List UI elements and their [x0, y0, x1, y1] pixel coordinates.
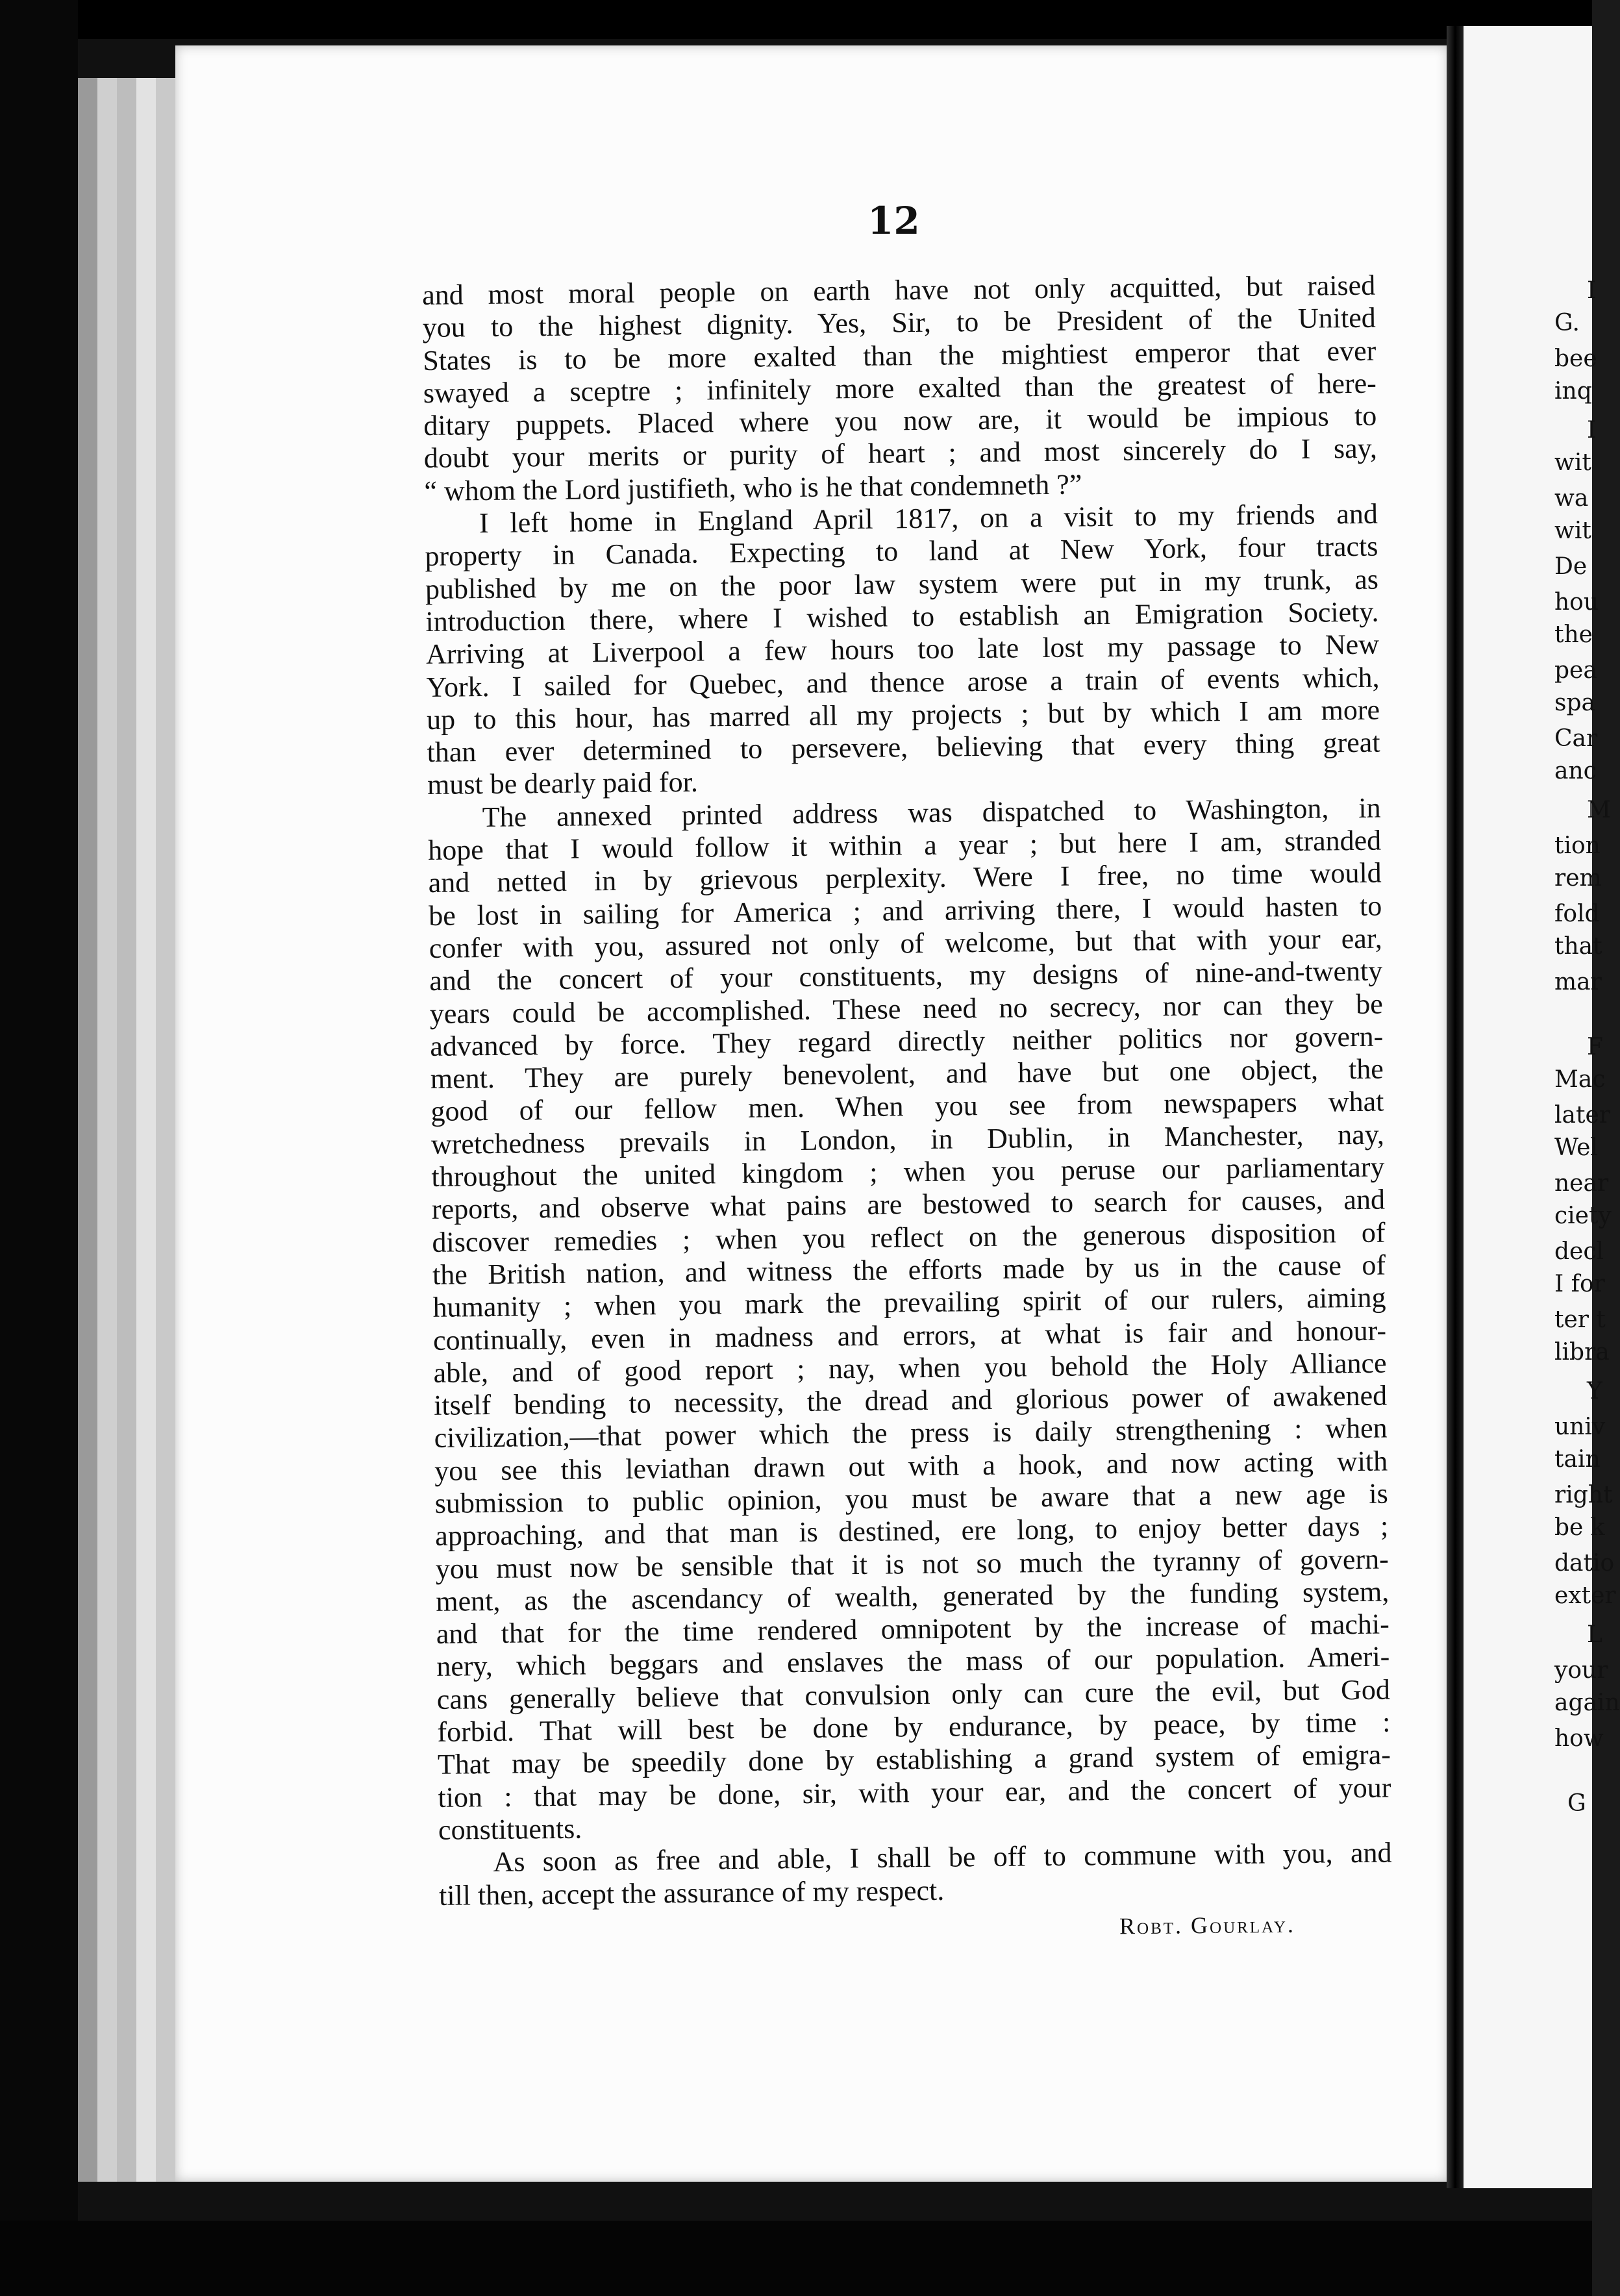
text-line: States is to be more exalted than the mightiest emperor that ever: [423, 334, 1377, 377]
scan-border-top: [0, 0, 1592, 39]
facing-page-fragment: wit: [1554, 518, 1591, 544]
facing-page-fragment: tion: [1554, 832, 1601, 859]
text-line: throughout the united kingdom ; when you peruse our parliamentary: [431, 1151, 1385, 1193]
facing-page-fragment: Wel: [1554, 1134, 1598, 1161]
facing-page-fragment: univ: [1554, 1414, 1606, 1440]
facing-page-fragment: ciety: [1554, 1203, 1612, 1229]
facing-page-fragment: mar: [1554, 969, 1602, 995]
facing-page-fragment: L: [1587, 1621, 1602, 1648]
scan-border-bottom: [0, 2221, 1592, 2296]
text-line: you see this leviathan drawn out with a hook, and now acting with: [434, 1445, 1388, 1487]
signature: Robt. Gourlay.: [1119, 1911, 1296, 1940]
text-line: itself bending to necessity, the dread and glorious power of awakened: [433, 1379, 1388, 1421]
text-line: cans generally believe that convulsion only can cure the evil, but God: [436, 1673, 1391, 1716]
scan-border-left: [0, 0, 78, 2296]
text-line: ditary puppets. Placed where you now are, it would be impious to: [423, 399, 1377, 442]
text-line: and most moral people on earth have not only acquitted, but raised: [422, 269, 1376, 311]
text-line: years could be accomplished. These need no secrecy, nor can they be: [429, 988, 1384, 1030]
facing-page-fragment: inq: [1554, 378, 1592, 405]
text-line: confer with you, assured not only of welcome, but that with your ear,: [429, 922, 1382, 964]
text-line: humanity ; when you mark the prevailing spirit of our rulers, aiming: [432, 1281, 1386, 1324]
facing-page-fragment: wit: [1554, 449, 1591, 476]
facing-page-fragment: that: [1554, 933, 1602, 960]
text-line: tion : that may be done, sir, with your ear, and the concert of your: [438, 1771, 1391, 1814]
text-line: hope that I would follow it within a year ; but here I am, stranded: [427, 824, 1382, 866]
text-line: advanced by force. They regard directly neither politics nor govern-: [430, 1020, 1384, 1062]
facing-page-fragment: the: [1554, 621, 1593, 648]
text-line: The annexed printed address was dispatched to Washington, in: [482, 792, 1381, 833]
facing-page-fragment: be k: [1554, 1514, 1605, 1541]
facing-page: [1464, 26, 1620, 2188]
text-line: ment. They are purely benevolent, and have but one object, the: [430, 1053, 1384, 1095]
text-line: wretchedness prevails in London, in Dublin, in Manchester, nay,: [430, 1118, 1385, 1160]
text-line: York. I sailed for Quebec, and thence arose a train of events which,: [426, 661, 1380, 703]
text-line: than ever determined to persevere, believing that every thing great: [427, 726, 1380, 769]
text-line: able, and of good report ; nay, when you behold the Holy Alliance: [433, 1347, 1387, 1389]
facing-page-fragment: ter t: [1554, 1306, 1606, 1333]
facing-page-fragment: right: [1554, 1482, 1613, 1508]
facing-page-fragment: wa: [1554, 485, 1589, 512]
facing-page-fragment: rem: [1554, 865, 1602, 892]
facing-page-fragment: De: [1554, 553, 1588, 580]
book-gutter: [1447, 26, 1464, 2188]
text-line: be lost in sailing for America ; and arriving there, I would hasten to: [429, 890, 1382, 932]
facing-page-fragment: F: [1587, 1034, 1603, 1060]
facing-page-fragment: your: [1554, 1657, 1608, 1684]
text-line: the British nation, and witness the efforts made by us in the cause of: [432, 1249, 1386, 1291]
text-line: submission to public opinion, you must be aware that a new age is: [434, 1477, 1388, 1519]
text-line: good of our fellow men. When you see from newspapers what: [430, 1085, 1384, 1128]
text-line: discover remedies ; when you reflect on the generous disposition of: [432, 1216, 1386, 1258]
facing-page-fragment: M: [1587, 797, 1611, 823]
text-line: you to the highest dignity. Yes, Sir, to be President of the United: [422, 301, 1376, 344]
text-line: swayed a sceptre ; infinitely more exalted than the greatest of here-: [423, 367, 1377, 409]
facing-page-fragment: tain: [1554, 1446, 1601, 1473]
facing-page-fragment: near: [1554, 1170, 1609, 1197]
text-line: civilization,—that power which the press is daily strengthening : when: [434, 1412, 1388, 1454]
facing-page-fragment: bee: [1554, 345, 1597, 372]
facing-page-fragment: Car: [1554, 725, 1598, 752]
text-line: property in Canada. Expecting to land at New York, four tracts: [425, 530, 1378, 573]
facing-page-fragment: hou: [1554, 589, 1599, 616]
facing-page-fragment: G: [1567, 1790, 1586, 1817]
facing-page-fragment: datio: [1554, 1550, 1615, 1577]
text-line: constituents.: [438, 1812, 582, 1846]
text-line: introduction there, where I wished to establish an Emigration Society.: [425, 595, 1379, 638]
text-line: doubt your merits or purity of heart ; and most sincerely do I say,: [423, 432, 1378, 475]
text-line: and netted in by grievous perplexity. Were I free, no time would: [428, 856, 1382, 899]
text-line: Arriving at Liverpool a few hours too late lost my passage to New: [425, 628, 1380, 671]
text-line: That may be speedily done by establishing a grand system of emigra-: [437, 1738, 1391, 1781]
facing-page-fragment: pea: [1554, 657, 1597, 684]
text-line: and that for the time rendered omnipotent by the increase of machi-: [436, 1608, 1390, 1651]
facing-page-fragment: I: [1587, 417, 1597, 443]
facing-page-fragment: later: [1554, 1102, 1610, 1129]
text-line: “ whom the Lord justifieth, who is he that condemneth ?”: [424, 468, 1082, 507]
facing-page-fragment: how: [1554, 1725, 1604, 1752]
text-line: reports, and observe what pains are bestowed to search for causes, and: [431, 1183, 1386, 1226]
facing-page-fragment: fold: [1554, 901, 1600, 927]
facing-page-fragment: G.: [1554, 310, 1580, 336]
facing-page-fragment: anc: [1554, 758, 1597, 784]
text-line: As soon as free and able, I shall be off to commune with you, and: [493, 1836, 1392, 1878]
text-line: forbid. That will best be done by endurance, by peace, by time :: [437, 1706, 1391, 1748]
facing-page-fragment: I for: [1554, 1271, 1605, 1297]
text-line: I left home in England April 1817, on a visit to my friends and: [479, 497, 1378, 540]
facing-page-fragment: I: [1587, 277, 1597, 304]
facing-page-fragment: spa: [1554, 690, 1595, 716]
facing-page-fragment: decl: [1554, 1238, 1604, 1265]
text-line: till then, accept the assurance of my respect.: [438, 1874, 945, 1912]
facing-page-fragment: again: [1554, 1690, 1620, 1716]
text-line: up to this hour, has marred all my projects ; but by which I am more: [426, 693, 1380, 736]
text-line: must be dearly paid for.: [427, 766, 699, 801]
text-line: published by me on the poor law system were put in my trunk, as: [425, 563, 1379, 605]
facing-page-fragment: exter: [1554, 1582, 1616, 1609]
text-line: nery, which beggars and enslaves the mass of our population. Ameri-: [436, 1640, 1390, 1683]
text-line: continually, even in madness and errors, at what is fair and honour-: [432, 1314, 1387, 1356]
facing-page-fragment: libra: [1554, 1339, 1610, 1366]
body-text: [422, 269, 1392, 1912]
text-line: approaching, and that man is destined, ere long, to enjoy better days ;: [435, 1510, 1389, 1553]
facing-page-fragment: Y: [1587, 1378, 1602, 1404]
facing-page-fragment: Mac: [1554, 1066, 1606, 1093]
page-number: 12: [867, 199, 920, 243]
text-line: and the concert of your constituents, my designs of nine-and-twenty: [429, 955, 1383, 997]
text-line: you must now be sensible that it is not so much the tyranny of govern-: [435, 1543, 1389, 1585]
text-line: ment, as the ascendancy of wealth, generated by the funding system,: [436, 1575, 1389, 1617]
